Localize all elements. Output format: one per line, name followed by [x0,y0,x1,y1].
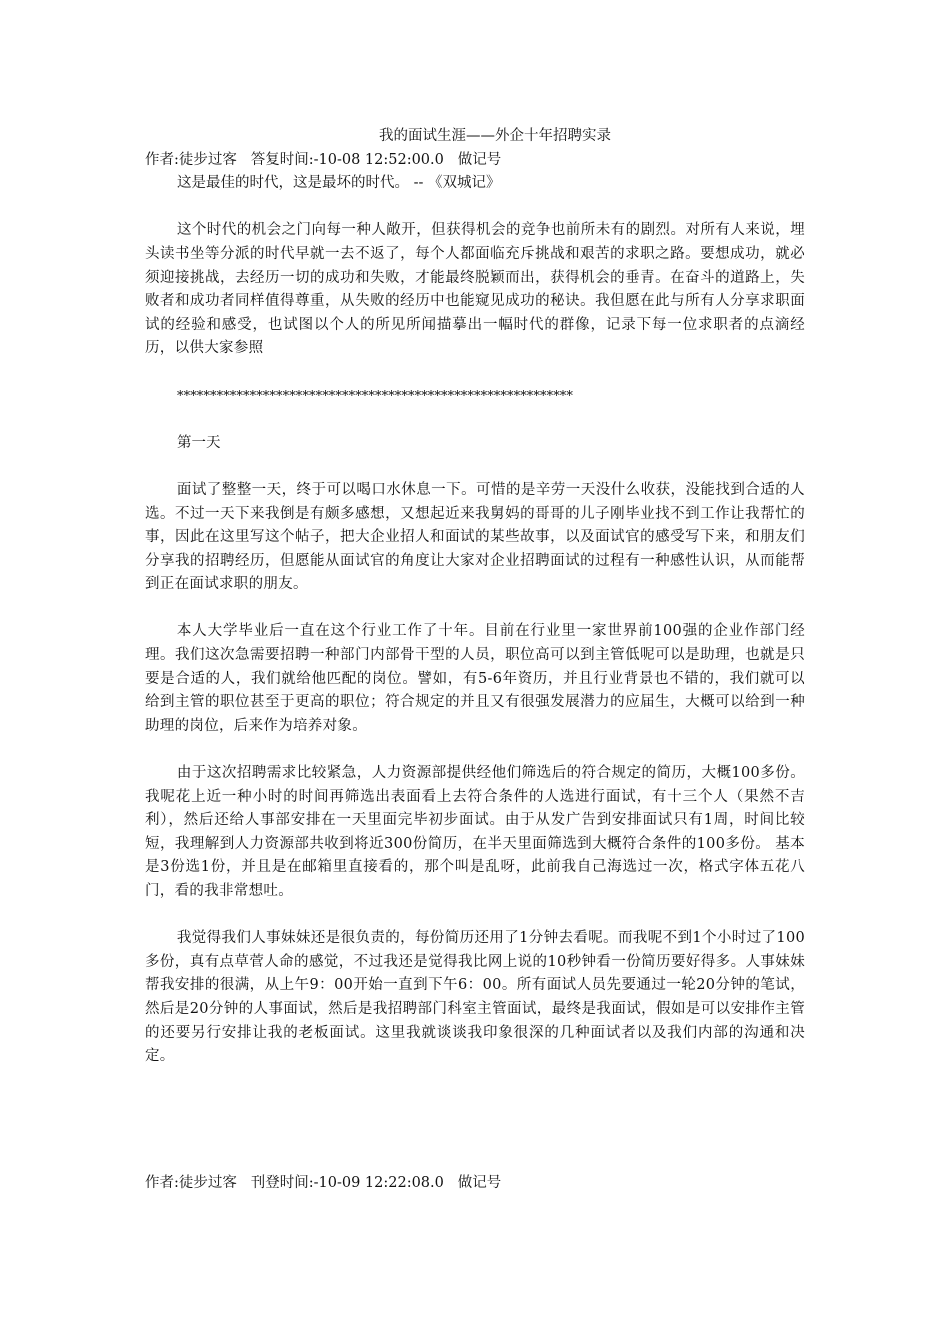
body-paragraph: 由于这次招聘需求比较紧急，人力资源部提供经他们筛选后的符合规定的简历，大概100多份。我呢花上近一种小时的时间再筛选出表面看上去符合条件的人选进行面试，有十三个人（果然不吉利），然后还给人事部安排在一天里面完毕初步面试。由于从发广告到安排面试只有1周，时间比较短，我理解到人力资源部共收到将近300份简历，在半天里面筛选到大概符合条件的100多份。 基本是3份选1份，并且是在邮箱里直接看的，那个叫是乱呀，此前我自己海选过一次，格式字体五花八门，看的我非常想吐。 [145,765,805,899]
spacer [145,196,805,220]
epigraph-quote: 这是最佳的时代，这是最坏的时代。 -- 《双城记》 [177,175,501,192]
section-heading: 第一天 [177,434,221,451]
body-paragraph: 面试了整整一天，终于可以喝口水休息一下。可惜的是辛劳一天没什么收获，没能找到合适的人选。不过一天下来我倒是有颇多感想，又想起近来我舅妈的哥哥的儿子刚毕业找不到工作让我帮忙的事，因此在这里写这个帖子，把大企业招人和面试的某些故事，以及面试官的感受写下来，和朋友们分享我的招聘经历，但愿能从面试官的角度让大家对企业招聘面试的过程有一种感性认识，从而能帮到正在面试求职的朋友。 [145,481,805,593]
intro-paragraph: 这个时代的机会之门向每一种人敞开，但获得机会的竞争也前所未有的剧烈。对所有人来说，埋头读书坐等分派的时代早就一去不返了，每个人都面临充斥挑战和艰苦的求职之路。要想成功，就必须迎接挑战，去经历一切的成功和失败，才能最终脱颖而出，获得机会的垂青。在奋斗的道路上，失败者和成功者同样值得尊重，从失败的经历中也能窥见成功的秘诀。我但愿在此与所有人分享求职面试的经验和感受，也试图以个人的所见所闻描摹出一幅时代的群像，记录下每一位求职者的点滴经历，以供大家参照 [145,222,805,357]
spacer [145,597,805,621]
spacer [145,361,805,385]
spacer [145,904,805,928]
body-paragraph: 我觉得我们人事妹妹还是很负责的，每份简历还用了1分钟去看呢。而我呢不到1个小时过了100多份，真有点草菅人命的感觉，不过我还是觉得我比网上说的10秒钟看一份简历要好得多。人事妹妹帮我安排的很满，从上午9：00开始一直到下午6：00。所有面试人员先要通过一轮20分钟的笔试，然后是20分钟的人事面试，然后是我招聘部门科室主管面试，最终是我面试，假如是可以安排作主管的还要另行安排让我的老板面试。这里我就谈谈我印象很深的几种面试者以及我们内部的沟通和决定。 [145,930,805,1065]
post-meta-bottom: 作者:徒步过客 刊登时间:-10-09 12:22:08.0 做记号 [145,1175,502,1191]
document-title: 我的面试生涯——外企十年招聘实录 [379,128,611,144]
separator-line: ************************************************************ [177,388,573,404]
spacer [145,738,805,762]
spacer [145,455,805,479]
post-meta-top: 作者:徒步过客 答复时间:-10-08 12:52:00.0 做记号 [145,151,502,168]
document-body [145,125,805,1069]
spacer [145,408,805,432]
body-paragraph: 本人大学毕业后一直在这个行业工作了十年。目前在行业里一家世界前100强的企业作部门经理。我们这次急需要招聘一种部门内部骨干型的人员，职位高可以到主管低呢可以是助理，也就是只要是合适的人，我们就给他匹配的岗位。譬如，有5-6年资历，并且行业背景也不错的，我们就可以给到主管的职位甚至于更高的职位；符合规定的并且又有很强发展潜力的应届生，大概可以给到一种助理的岗位，后来作为培养对象。 [145,623,805,734]
